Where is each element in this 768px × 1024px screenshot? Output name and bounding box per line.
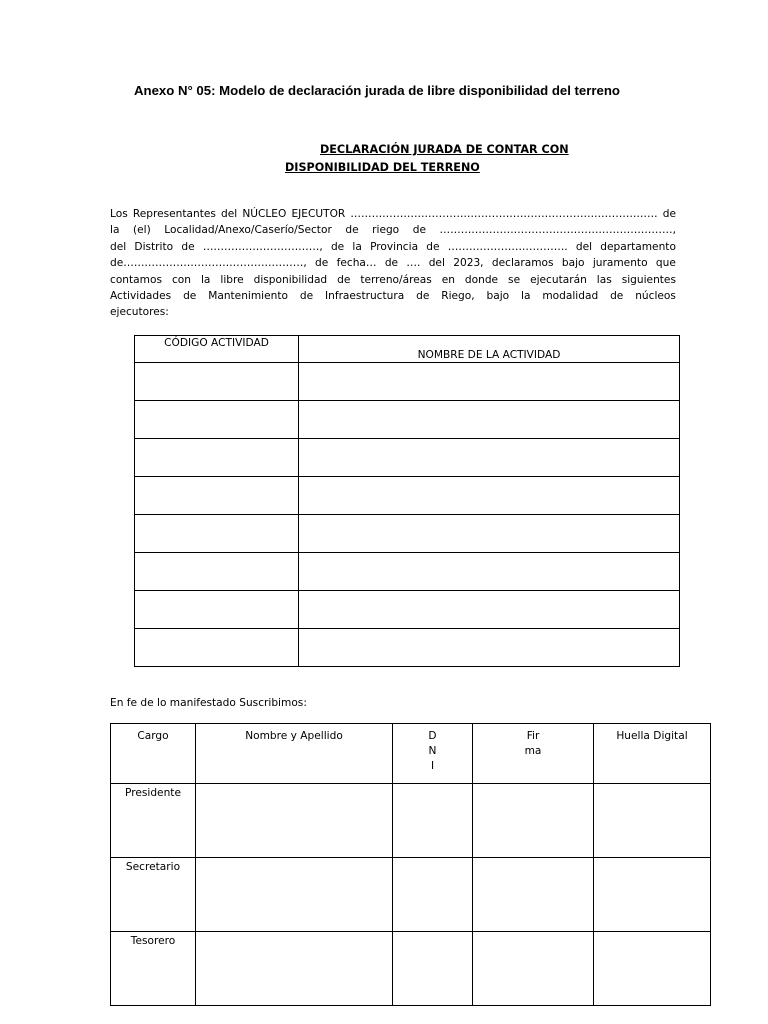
paragraph-word: ……………………………,: [202, 240, 323, 253]
paragraph-word: siguientes: [621, 273, 676, 286]
header-firma-part: Fir: [526, 730, 540, 742]
table-row: [135, 629, 680, 667]
activity-code-cell[interactable]: [135, 591, 299, 629]
paragraph-word: bajo: [561, 257, 585, 270]
paragraph-word: de: [416, 290, 430, 303]
header-cargo: Cargo: [111, 724, 196, 784]
paragraph-word: Los: [110, 208, 128, 220]
paragraph-word: libre: [220, 273, 244, 286]
paragraph-word: ……………………………………………………………………………: [350, 208, 658, 220]
table-row: [111, 858, 711, 932]
activity-name-cell[interactable]: [299, 363, 680, 401]
activity-name-cell[interactable]: [299, 629, 680, 667]
activity-name-cell[interactable]: [299, 591, 680, 629]
declaration-title-line1: DECLARACIÓN JURADA DE CONTAR CON: [320, 143, 569, 156]
paragraph-word: EJECUTOR: [291, 208, 346, 220]
paragraph-word: de: [610, 290, 624, 303]
name-cell[interactable]: [196, 858, 393, 932]
table-row: [135, 439, 680, 477]
dni-cell[interactable]: [393, 932, 473, 1006]
fingerprint-cell[interactable]: [594, 858, 711, 932]
header-dni-letter: N: [428, 745, 437, 757]
header-nombre-apellido: Nombre y Apellido: [196, 724, 393, 784]
header-codigo-actividad: CÓDIGO ACTIVIDAD: [135, 336, 299, 363]
paragraph-word: contamos: [110, 273, 162, 286]
paragraph-line: [110, 288, 676, 304]
activity-name-cell[interactable]: [299, 477, 680, 515]
paragraph-line: [110, 206, 676, 222]
annex-title: Anexo N° 05: Modelo de declaración jurada de libre disponibilidad del terreno: [134, 83, 620, 98]
role-secretario: Secretario: [111, 858, 196, 932]
table-row: [135, 363, 680, 401]
paragraph-word: se: [508, 273, 521, 286]
paragraph-word: departamento: [600, 240, 676, 253]
subscribe-text: En fe de lo manifestado Suscribimos:: [110, 697, 307, 709]
signatures-table: [110, 723, 711, 1006]
paragraph-word: Distrito: [134, 240, 174, 253]
paragraph-word: de: [412, 224, 426, 237]
paragraph-word: de: [330, 240, 345, 253]
paragraph-word: de……………………………………………,: [110, 257, 307, 270]
table-row: [135, 515, 680, 553]
table-row: [135, 553, 680, 591]
activity-code-cell[interactable]: [135, 515, 299, 553]
activity-code-cell[interactable]: [135, 363, 299, 401]
paragraph-word: la: [352, 240, 362, 253]
paragraph-line: [110, 222, 676, 238]
paragraph-word: Localidad/Anexo/Caserío/Sector: [164, 224, 332, 237]
table-row: [135, 477, 680, 515]
dni-cell[interactable]: [393, 858, 473, 932]
signature-cell[interactable]: [473, 858, 594, 932]
paragraph-word: ….: [406, 257, 421, 270]
paragraph-word: riego: [372, 224, 400, 237]
paragraph-word: de: [384, 257, 399, 270]
paragraph-word: de: [337, 273, 351, 286]
paragraph-word: de: [662, 208, 676, 220]
activity-code-cell[interactable]: [135, 401, 299, 439]
paragraph-word: Provincia: [370, 240, 419, 253]
table-row: [135, 591, 680, 629]
activity-code-cell[interactable]: [135, 477, 299, 515]
paragraph-word: de: [345, 224, 359, 237]
paragraph-word: con: [171, 273, 191, 286]
paragraph-word: declaramos: [491, 257, 554, 270]
paragraph-word: modalidad: [542, 290, 599, 303]
paragraph-word: Representantes: [132, 208, 216, 220]
paragraph-word: donde: [464, 273, 499, 286]
paragraph-word: la: [521, 290, 531, 303]
declaration-title-line2: DISPONIBILIDAD DEL TERRENO: [285, 161, 480, 174]
paragraph-word: la: [200, 273, 211, 286]
dni-cell[interactable]: [393, 784, 473, 858]
activity-code-cell[interactable]: [135, 439, 299, 477]
name-cell[interactable]: [196, 784, 393, 858]
paragraph-word: terreno/áreas: [360, 273, 432, 286]
role-presidente: Presidente: [111, 784, 196, 858]
paragraph-line: [110, 239, 676, 255]
paragraph-word: núcleos: [635, 290, 676, 303]
declaration-paragraph: [110, 206, 676, 321]
table-row: [111, 932, 711, 1006]
header-dni-letter: D: [428, 730, 437, 742]
paragraph-word: …………………………….: [447, 240, 568, 253]
activities-table-header: [135, 336, 680, 363]
table-row: [135, 401, 680, 439]
declaration-title: [250, 141, 650, 177]
paragraph-word: bajo: [486, 290, 510, 303]
header-firma: [473, 724, 594, 784]
paragraph-word: en: [441, 273, 455, 286]
paragraph-line: [110, 255, 676, 271]
fingerprint-cell[interactable]: [594, 932, 711, 1006]
paragraph-word: juramento: [592, 257, 648, 270]
activities-table: [134, 335, 680, 667]
header-firma-part: ma: [524, 745, 542, 757]
paragraph-word: (el): [132, 224, 151, 237]
paragraph-word: de: [426, 240, 440, 253]
header-dni-letter: I: [430, 760, 435, 772]
table-row: [111, 784, 711, 858]
signatures-table-header: [111, 724, 711, 784]
paragraph-word: fecha…: [336, 257, 377, 270]
paragraph-word: ejecutarán: [530, 273, 587, 286]
activity-code-cell[interactable]: [135, 553, 299, 591]
paragraph-word: …………………………………………………………,: [439, 224, 676, 237]
header-dni: [393, 724, 473, 784]
paragraph-word: del: [221, 208, 238, 220]
signature-cell[interactable]: [473, 932, 594, 1006]
paragraph-word: del: [575, 240, 593, 253]
paragraph-word: disponibilidad: [253, 273, 328, 286]
activity-name-cell[interactable]: [299, 401, 680, 439]
paragraph-line: [110, 272, 676, 288]
name-cell[interactable]: [196, 932, 393, 1006]
paragraph-word: de: [315, 257, 329, 270]
role-tesorero: Tesorero: [111, 932, 196, 1006]
fingerprint-cell[interactable]: [594, 784, 711, 858]
paragraph-word: la: [110, 224, 120, 237]
paragraph-word: NÚCLEO: [242, 208, 287, 220]
paragraph-word: del: [110, 240, 127, 253]
paragraph-word: Infraestructura: [325, 290, 405, 303]
paragraph-word: de: [183, 290, 197, 303]
signature-cell[interactable]: [473, 784, 594, 858]
paragraph-word: de: [299, 290, 314, 303]
paragraph-word: ejecutores:: [110, 306, 169, 319]
activity-name-cell[interactable]: [299, 439, 680, 477]
activity-code-cell[interactable]: [135, 629, 299, 667]
paragraph-line: [110, 304, 676, 320]
paragraph-word: las: [596, 273, 612, 286]
paragraph-word: Riego,: [441, 290, 475, 303]
activity-name-cell[interactable]: [299, 515, 680, 553]
header-huella-digital: Huella Digital: [594, 724, 711, 784]
paragraph-word: Mantenimiento: [208, 290, 288, 303]
paragraph-word: de: [181, 240, 195, 253]
paragraph-word: que: [655, 257, 676, 270]
activity-name-cell[interactable]: [299, 553, 680, 591]
paragraph-word: Actividades: [110, 290, 172, 303]
header-nombre-actividad: NOMBRE DE LA ACTIVIDAD: [299, 336, 680, 363]
paragraph-word: del: [428, 257, 445, 270]
paragraph-word: 2023,: [453, 257, 484, 270]
